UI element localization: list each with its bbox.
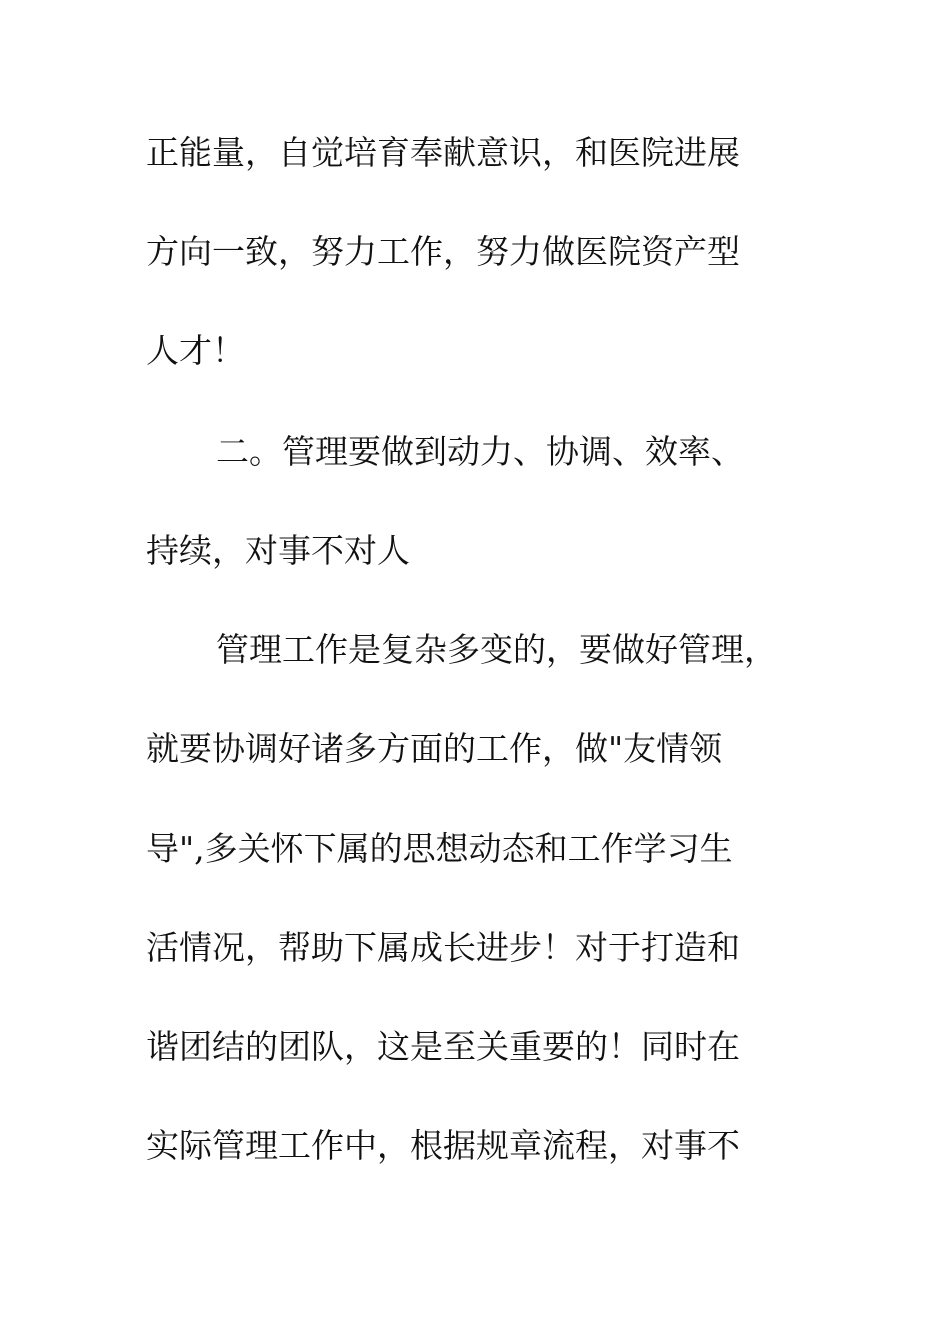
section-heading-line: 持续，对事不对人 bbox=[146, 531, 410, 570]
body-text-line: 正能量，自觉培育奉献意识，和医院进展 bbox=[146, 133, 740, 172]
body-text-line: 谐团结的团队，这是至关重要的！同时在 bbox=[146, 1027, 740, 1066]
body-text-line: 实际管理工作中，根据规章流程，对事不 bbox=[146, 1126, 740, 1165]
body-text-line: 方向一致，努力工作，努力做医院资产型 bbox=[146, 232, 740, 271]
body-text-line: 活情况，帮助下属成长进步！对于打造和 bbox=[146, 928, 740, 967]
body-text-line: 就要协调好诸多方面的工作，做"友情领 bbox=[146, 729, 723, 768]
body-text-line: 人才！ bbox=[146, 331, 245, 370]
body-text-line: 导",多关怀下属的思想动态和工作学习生 bbox=[146, 829, 733, 868]
section-heading-line: 二。管理要做到动力、协调、效率、 bbox=[216, 432, 744, 471]
body-text-line: 管理工作是复杂多变的，要做好管理， bbox=[216, 630, 777, 669]
